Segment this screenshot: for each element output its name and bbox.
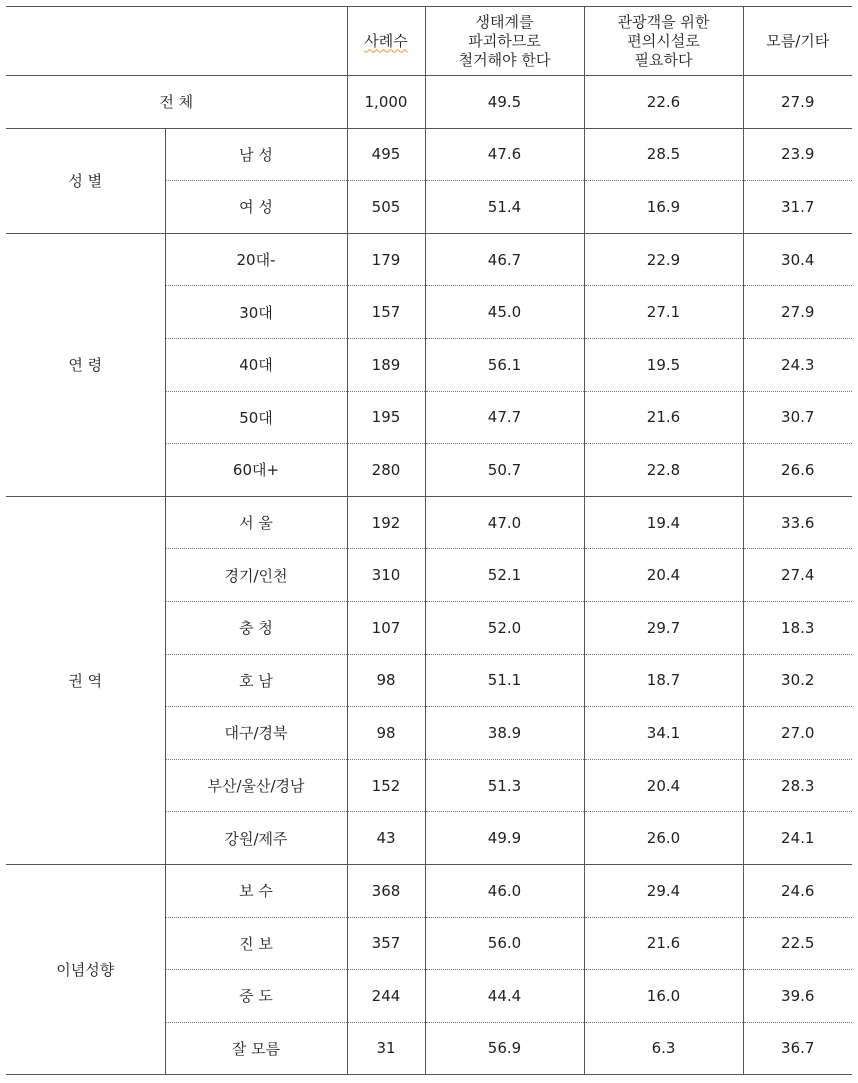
cell-v1: 56.9 xyxy=(425,1022,584,1075)
cell-v1: 47.0 xyxy=(425,496,584,549)
cell-n: 31 xyxy=(347,1022,425,1075)
cell-v2: 16.9 xyxy=(584,181,743,234)
cell-v3: 26.6 xyxy=(743,444,852,497)
table-body xyxy=(6,7,852,1075)
cell-v3: 24.3 xyxy=(743,338,852,391)
subgroup-label: 60대+ xyxy=(165,444,347,497)
cell-v1: 49.9 xyxy=(425,812,584,865)
cell-n: 98 xyxy=(347,707,425,760)
cell-v1: 56.0 xyxy=(425,917,584,970)
cell-v1: 46.0 xyxy=(425,864,584,917)
cell-v3: 39.6 xyxy=(743,970,852,1023)
table-header-row xyxy=(6,7,852,76)
cell-v2: 29.4 xyxy=(584,864,743,917)
cell-v1: 51.1 xyxy=(425,654,584,707)
cell-v3: 33.6 xyxy=(743,496,852,549)
subgroup-label: 서 울 xyxy=(165,496,347,549)
cell-v3: 22.5 xyxy=(743,917,852,970)
subgroup-label: 여 성 xyxy=(165,181,347,234)
cell-v1: 47.7 xyxy=(425,391,584,444)
subgroup-label: 경기/인천 xyxy=(165,549,347,602)
cell-v2: 6.3 xyxy=(584,1022,743,1075)
group-label: 성 별 xyxy=(6,128,165,233)
cell-n: 179 xyxy=(347,233,425,286)
subgroup-label: 충 청 xyxy=(165,601,347,654)
cell-n: 505 xyxy=(347,181,425,234)
cell-v2: 19.5 xyxy=(584,338,743,391)
cell-v2: 22.9 xyxy=(584,233,743,286)
cell-n: 43 xyxy=(347,812,425,865)
header-n: 사례수 xyxy=(347,7,425,76)
header-col-1: 생태계를 파괴하므로 철거해야 한다 xyxy=(425,7,584,76)
subgroup-label: 진 보 xyxy=(165,917,347,970)
cell-v2: 29.7 xyxy=(584,601,743,654)
cell-n: 152 xyxy=(347,759,425,812)
cell-n: 107 xyxy=(347,601,425,654)
cell-v2: 20.4 xyxy=(584,759,743,812)
cell-n: 495 xyxy=(347,128,425,181)
survey-results-table xyxy=(6,6,852,1075)
cell-v2: 28.5 xyxy=(584,128,743,181)
total-n: 1,000 xyxy=(347,76,425,129)
cell-v3: 31.7 xyxy=(743,181,852,234)
subgroup-label: 잘 모름 xyxy=(165,1022,347,1075)
cell-n: 368 xyxy=(347,864,425,917)
table-row xyxy=(6,128,852,181)
header-empty-cell xyxy=(6,7,347,76)
cell-v3: 28.3 xyxy=(743,759,852,812)
cell-n: 195 xyxy=(347,391,425,444)
cell-v3: 30.2 xyxy=(743,654,852,707)
cell-n: 280 xyxy=(347,444,425,497)
table-row xyxy=(6,233,852,286)
cell-n: 244 xyxy=(347,970,425,1023)
table-row xyxy=(6,496,852,549)
cell-v1: 51.4 xyxy=(425,181,584,234)
subgroup-label: 호 남 xyxy=(165,654,347,707)
cell-v2: 26.0 xyxy=(584,812,743,865)
cell-v1: 51.3 xyxy=(425,759,584,812)
header-col-2: 관광객을 위한 편의시설로 필요하다 xyxy=(584,7,743,76)
subgroup-label: 부산/울산/경남 xyxy=(165,759,347,812)
cell-v2: 34.1 xyxy=(584,707,743,760)
cell-n: 98 xyxy=(347,654,425,707)
cell-v3: 27.0 xyxy=(743,707,852,760)
cell-v1: 47.6 xyxy=(425,128,584,181)
cell-n: 192 xyxy=(347,496,425,549)
cell-v1: 52.0 xyxy=(425,601,584,654)
subgroup-label: 50대 xyxy=(165,391,347,444)
cell-v3: 30.4 xyxy=(743,233,852,286)
cell-v3: 23.9 xyxy=(743,128,852,181)
cell-v2: 19.4 xyxy=(584,496,743,549)
group-label: 권 역 xyxy=(6,496,165,864)
total-label: 전 체 xyxy=(6,76,347,129)
subgroup-label: 중 도 xyxy=(165,970,347,1023)
cell-v3: 24.6 xyxy=(743,864,852,917)
subgroup-label: 남 성 xyxy=(165,128,347,181)
cell-v3: 27.4 xyxy=(743,549,852,602)
cell-n: 189 xyxy=(347,338,425,391)
group-label: 이념성향 xyxy=(6,864,165,1074)
cell-v1: 38.9 xyxy=(425,707,584,760)
cell-n: 357 xyxy=(347,917,425,970)
cell-v3: 24.1 xyxy=(743,812,852,865)
table-row xyxy=(6,864,852,917)
cell-v1: 45.0 xyxy=(425,286,584,339)
cell-v3: 30.7 xyxy=(743,391,852,444)
total-row xyxy=(6,76,852,129)
cell-n: 157 xyxy=(347,286,425,339)
cell-v2: 21.6 xyxy=(584,391,743,444)
cell-v2: 22.8 xyxy=(584,444,743,497)
cell-v1: 56.1 xyxy=(425,338,584,391)
subgroup-label: 강원/제주 xyxy=(165,812,347,865)
subgroup-label: 20대- xyxy=(165,233,347,286)
cell-v1: 50.7 xyxy=(425,444,584,497)
header-col-3: 모름/기타 xyxy=(743,7,852,76)
cell-v1: 46.7 xyxy=(425,233,584,286)
cell-v2: 16.0 xyxy=(584,970,743,1023)
group-label: 연 령 xyxy=(6,233,165,496)
cell-v1: 44.4 xyxy=(425,970,584,1023)
total-v1: 49.5 xyxy=(425,76,584,129)
cell-v3: 27.9 xyxy=(743,286,852,339)
cell-n: 310 xyxy=(347,549,425,602)
cell-v2: 18.7 xyxy=(584,654,743,707)
cell-v2: 27.1 xyxy=(584,286,743,339)
cell-v1: 52.1 xyxy=(425,549,584,602)
subgroup-label: 보 수 xyxy=(165,864,347,917)
total-v3: 27.9 xyxy=(743,76,852,129)
cell-v3: 18.3 xyxy=(743,601,852,654)
cell-v3: 36.7 xyxy=(743,1022,852,1075)
subgroup-label: 30대 xyxy=(165,286,347,339)
cell-v2: 21.6 xyxy=(584,917,743,970)
total-v2: 22.6 xyxy=(584,76,743,129)
cell-v2: 20.4 xyxy=(584,549,743,602)
subgroup-label: 40대 xyxy=(165,338,347,391)
subgroup-label: 대구/경북 xyxy=(165,707,347,760)
